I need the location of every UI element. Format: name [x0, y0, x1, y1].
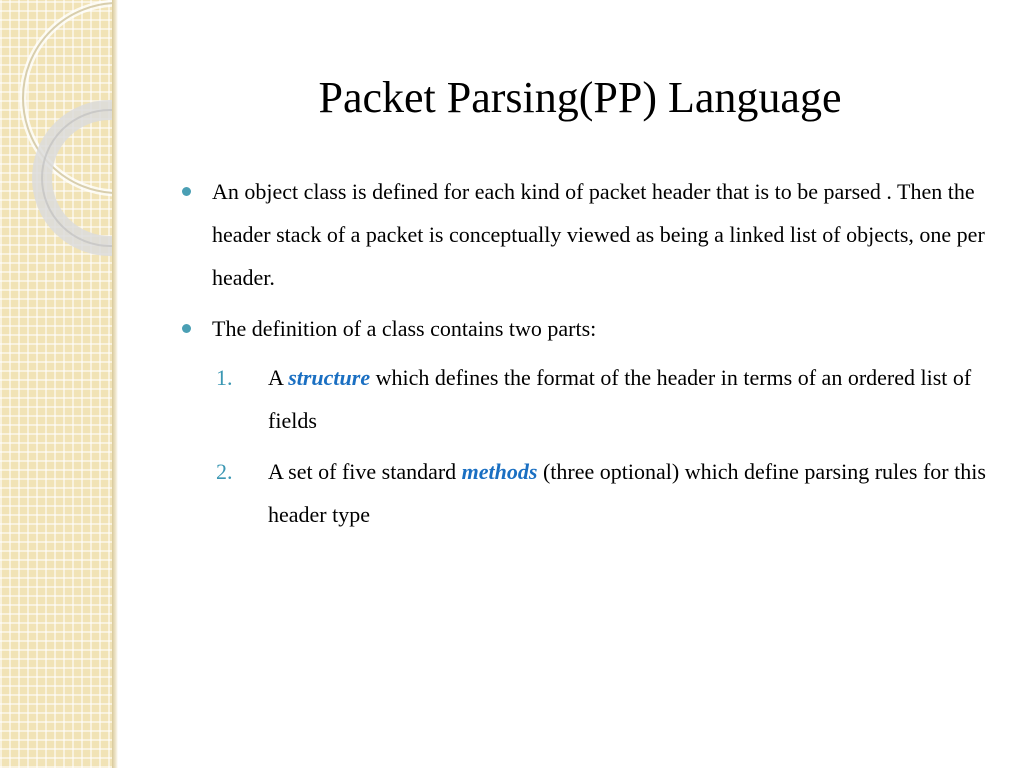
numbered-list [182, 356, 998, 536]
numbered-item [182, 450, 998, 536]
side-panel-edge [112, 0, 118, 768]
bullet-item [182, 307, 998, 350]
bullet-item [182, 170, 998, 299]
bullet-dot-icon [182, 187, 191, 196]
item-text-before: A [268, 365, 289, 390]
item-number: 2. [216, 459, 233, 484]
item-text-before: A set of five standard [268, 459, 462, 484]
decorative-side-panel [0, 0, 112, 768]
item-text-after: which defines the format of the header in terms of an ordered list of fields [268, 365, 972, 433]
slide-content [182, 170, 998, 544]
item-number: 1. [216, 365, 233, 390]
decorative-rings-icon [0, 0, 112, 768]
bullet-text: The definition of a class contains two parts: [212, 316, 597, 341]
item-keyword: structure [288, 365, 371, 390]
bullet-text: An object class is defined for each kind of packet header that is to be parsed . Then the header stack of a packet is conceptually viewed as being a linked list of objects, one per header. [212, 179, 985, 290]
slide-title: Packet Parsing(PP) Language [318, 73, 842, 122]
numbered-item [182, 356, 998, 442]
item-text-after: (three optional) which define parsing rules for this header type [268, 459, 986, 527]
item-keyword: methods [461, 459, 538, 484]
bullet-dot-icon [182, 324, 191, 333]
